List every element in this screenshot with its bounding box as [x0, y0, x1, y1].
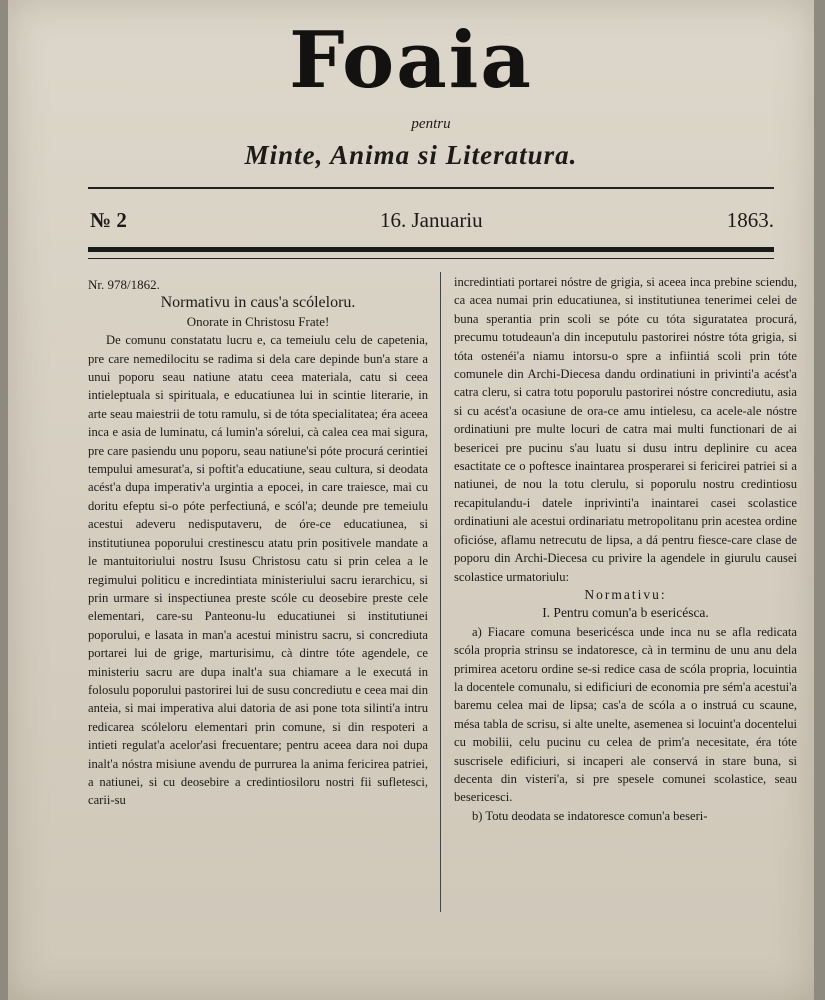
article-right-column — [454, 273, 797, 825]
masthead-rule — [88, 187, 774, 189]
masthead-subtitle: Minte, Anima si Literatura. — [244, 140, 578, 170]
masthead-pentru: pentru — [411, 116, 451, 132]
issue-rule-top — [88, 247, 774, 252]
column-divider — [440, 272, 441, 912]
issue-line — [90, 208, 774, 238]
article-title: Normativu in caus'a scóleloru. — [160, 294, 356, 312]
article-paragraph: De comunu constatatu lucru e, ca temeiulu celu de capetenia, pre care nemedilocitu se radima si dela care depinde bun'a stare a unui poporu seau natiune atatu ceea materiala, catu si ceea intieleptuala si spirituala, e educatiunea lui in scintie literarie, in arte seau maiestrii de totu ramulu, si de tóta specialitatea; éra aceea inca e asia de luminatu, cá lumin'a sórelui, cà calea cea mai sigura, pre care pasiendu unu poporu, seau natiune'si póte procurá cerintiei tempului amesurat'a, si poftit'a educatiune, seau cultura, si deodata acést'a dupa imperativ'a urgintia a epocei, in care traiesce, mai cu doritu efeptu si-o póte perfectiuná, e scól'a; deunde pre temeiulu acestui adeveru nedisputaveru, de óre-ce educatiunea, si institutiunea poporului crestinescu atatu prin positivele mandate a le mantuitoriului nostru Isusu Christosu catu si prin celea a le regimului politicu e incredintiata ministeriului sacru ierarchicu, si prin urmare si inspectiunea preste scóle cu deosebire preste cele elementari, care-su Panteonu-lu educatiunei si institutiunei poporului, e lasata in man'a acestui ministru sacru, si concrediuta portarei lui de grige, marturisimu, cà dintre tóte agendele, ce ministeriu sacru are dupa inalt'a sua chiamare a le executá in folosulu poporului pastorirei lui de susu concrediutu e ceea mai din anteia, si mai imperativa alui datoria de asi pone tota silinti'a intru redicarea scóleloru elementari prin comune, si din respoteri a intieti regulat'a acelor'asi frecuentare; pentru aceea dara noi dupa inalt'a nóstra misiune avendu de purrurea la anima fericirea patriei, a natiunei, si cu deosebire a credintiosiloru nostri fii sufletesci, carii-su — [88, 333, 428, 808]
issue-year: 1863. — [726, 208, 774, 232]
issue-number: № 2 — [90, 208, 127, 232]
item-a: a) Fiacare comuna besericésca unde inca nu se afla redicata scóla propria strinsu se indatoresce, cà in terminu de unu anu dela primirea acetoru ordine se-si redice casa de scóla propria, locuintia la docentele comunalu, si edificiuri de economia pre sém'a acestui'a baremu celea mai de lipsa; cas'a de scóla a o instruá cu scaune, mésa tabla de scrisu, si alte unelte, asemenea si locuint'a docentelui cu mobilii, celu pucinu cu celea de prim'a necesitate, éra tóte suscrisele edificiuri, si incaperi ale conservá in stare buna, si decenta din visteri'a, si pre spesele comunei scolastice, seau besericesci. — [454, 624, 797, 805]
section-heading: I. Pentru comun'a b esericésca. — [542, 605, 709, 621]
salutation: Onorate in Christosu Frate! — [186, 313, 330, 329]
normativ-heading: Normativu: — [584, 586, 667, 602]
article-left-column — [88, 276, 428, 810]
issue-rule-bottom — [88, 258, 774, 259]
masthead-title: Foaia — [289, 15, 533, 106]
newspaper-page — [8, 0, 814, 1000]
issue-date: 16. Januariu — [380, 208, 483, 232]
article-paragraph-continued: incredintiati portarei nóstre de grigia, si aceea inca prebine sciendu, ca acea numai prin educatiunea, si institutiunea tenerimei celei de buna sperantia prin scoli se póte cu tóta siguratatea procurá, precumu totudeaun'a din inceputulu pastorirei nóstre tóta grigia, si tóta ostenéi'a niamu intorsu-o spre a infiintiá scoli prin tóte comunele din Archi-Diecesa dandu ordinatiuni in privinti'a acést'a catra cleru, si catra totu poporulu pastorirei nóstre concrediutu, asia si cu acést'a ocasiune de ora-ce amu intielesu, ca acele-ale nóstre ordinatiuni pre multe locuri de catra mai multi functionari de ai besericei pre pucinu s'au luatu si dusu intru deplinire cu acea esactitate ce o poftesce inaintarea prosperarei si fericirei patriei si a natiunei, de nou la totu clerulu, si poporulu nostru credintiosu recapitulandu-i datele inprivinti'a inaintarei casei scolastice ordinatiuni ale acestui ordinariatu metropolitanu prin acestea ordine oficióse, aflamu netrecutu de lipsa, a dá pentru fiesce-care clase de poporu din Archi-Diecesa cu privire la agendele in giurulu causei scolastice urmatoriulu: — [454, 275, 797, 584]
item-b: b) Totu deodata se indatoresce comun'a beseri- — [472, 808, 708, 823]
document-number: Nr. 978/1862. — [88, 277, 160, 292]
